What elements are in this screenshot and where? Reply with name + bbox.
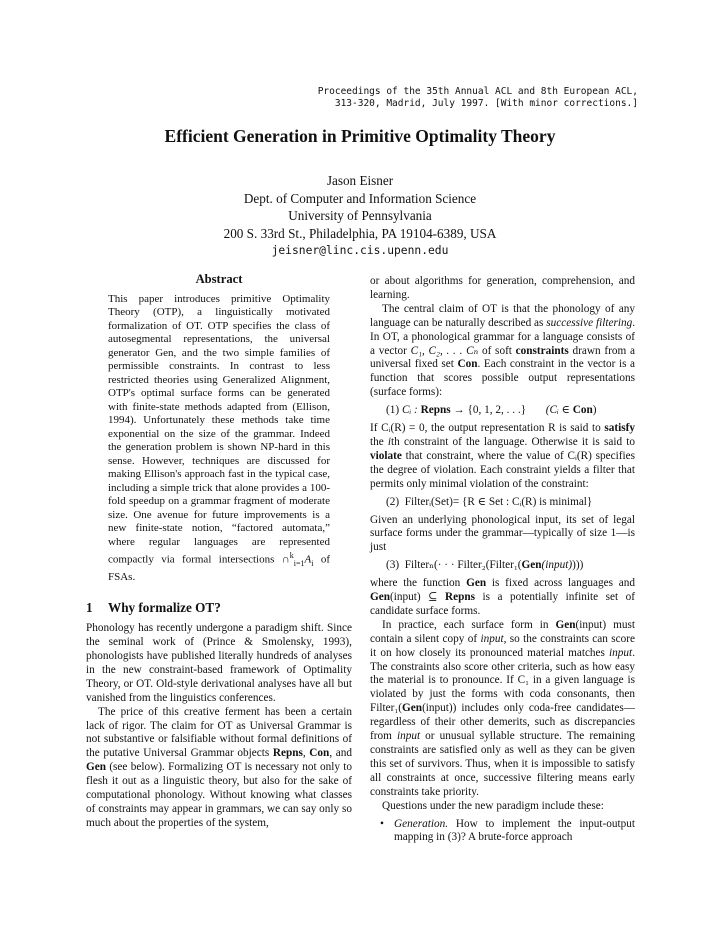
author-address: 200 S. 33rd St., Philadelphia, PA 19104-6389, USA [223,225,497,241]
rp1-a: The central claim of OT is that the phonology of any language can be naturally described as [370,302,635,329]
abstract-text-part1: This paper introduces primitive Optimality Theory (OTP), a linguistically motivated formalization of OT. OTP specifies the class of autosegmental representations, the universal generator Gen, and the two simple families of permissible constraints. In contrast to less restricted theories using Generalized Alignment, OTP's optimal surface forms can be generated with finite-state methods adapted from (Ellison, 1994). Unfortunately these methods take time exponential on the size of the grammar. Indeed the generation problem is shown NP-hard in this sense. However, techniques are discussed for making Ellison's approach fast in the typical case, including a simple trick that alone provides a 100-fold speedup on a grammar fragment of moderate size. One avenue for future improvements is a new finite-state notion, “factored automata,” where regular languages are represented compactly via formal intersections [108,292,330,567]
bullet-dot: • [380,817,384,830]
rp1-c: of soft [478,344,516,357]
rp4-repns: Repns [445,591,476,604]
right-paragraph-0: or about algorithms for generation, comprehension, and learning. [370,275,635,301]
eq1-repns: Repns [420,404,451,417]
rp1-e: . Each constraint in the vector is a function that scores possible output representations (surface forms): [370,358,635,399]
rp5-f: or unusual syllable structure. The remaining constraints are satisfied only as well as they can be given this set of survivors. Thus, when it is impossible to satisfy all constraints at once, successive filtering means early constraints take priority. [370,730,635,798]
author-block [0,172,720,260]
s1p2-b: (see below). Formalizing OT is necessary not only to flesh it out as a linguistic theory, but also for the sake of computational phonology. Without knowing what classes of constraints may appear in grammars, we can say only so much about the properties of the system, [86,761,352,829]
section-1-paragraph-1: Phonology has recently undergone a paradigm shift. Since the seminal work of (Prince & Smolensky, 1993), phonologists have published literally hundreds of analyses in the new constraint-based framework of Optimality Theory, or OT. Old-style derivational analyses have all but vanished from the linguistics conferences. [86,622,352,704]
eq1-number: (1) [386,404,400,417]
author-email: jeisner@linc.cis.upenn.edu [271,244,449,258]
rp1-bold: constraints [515,344,569,357]
eq3-input: (input) [541,559,573,572]
rp5-b: (input) must contain a silent copy of [370,618,635,645]
author-department: Dept. of Computer and Information Science [243,190,477,206]
s1p2-repns: Repns [272,747,303,760]
abstract-heading: Abstract [195,272,243,286]
rp4-c: (input) ⊆ [390,591,446,604]
s1p2-and: , and [329,747,352,760]
rp5-d: . The constraints also score other criteria, such as how easy the material is to pronounce. If C₁ in a given language is violated by just the forms with coda consonants, then Filter₁( [370,646,635,715]
proceedings-note [318,86,638,110]
eq1-close: ) [592,404,597,417]
left-column [86,273,352,831]
rp1-em: successive filtering [546,316,633,329]
rp2-c: th constraint of the language. Otherwise it is said to [391,435,635,448]
rp2-violate: violate [370,449,402,462]
rp2-b: the [370,435,388,448]
eq1-cond: (Cᵢ ∈ [545,404,573,417]
rp1-vec: C₁, C₂, . . . Cₙ [410,344,479,357]
equation-2 [370,496,635,510]
equation-3 [370,559,635,573]
eq2-body: Filterᵢ(Set)= {R ∈ Set : Cᵢ(R) is minimal} [404,495,593,508]
abstract-text [108,293,330,584]
rp5-a: In practice, each surface form in [382,618,556,631]
right-paragraph-5 [370,619,635,800]
rp5-input: input [480,632,504,645]
rp4-gen2: Gen [370,591,391,604]
eq3-gen: Gen [521,559,542,572]
right-paragraph-1 [370,303,635,400]
intersection-sub: i=1 [293,559,305,569]
rp5-e: (input)) includes only coda-free candidates—regardless of their other demerits, such as discrepancies from [370,702,635,743]
rp5-c: , so the constraints can score it on how closely its pronounced material matches [370,632,635,659]
rp1-con: Con [457,358,478,371]
s1p2-a: The price of this creative ferment has been a certain lack of rigor. The claim for OT as Universal Grammar is not substantive or falsifiable without formal definitions of the putative Universal Grammar objects [86,705,352,760]
eq1-lhs: Cᵢ : [401,404,421,417]
eq3-number: (3) [386,559,400,572]
proceedings-line-1: Proceedings of the 35th Annual ACL and 8th European ACL, [317,86,638,97]
right-paragraph-2 [370,422,635,492]
author-name: Jason Eisner [326,173,394,188]
right-column [370,275,635,845]
eq1-rhs: → {0, 1, 2, . . .} [450,404,527,417]
section-1-heading [86,601,352,615]
intersection-symbol: ∩ [281,554,290,567]
rp4-b: is fixed across languages and [486,577,636,590]
rp1-b: . In OT, a phonological grammar for a language consists of a vector [370,316,636,357]
rp2-d: that constraint, where the value of Cᵢ(R) specifies the degree of violation. Each constraint yields a filter that permits only minimal violation of the constraint: [370,449,635,490]
rp1-d: drawn from a universal fixed set [370,344,635,371]
rp4-gen: Gen [466,577,487,590]
rp5-input3: input [396,730,421,743]
right-paragraph-4 [370,577,635,619]
proceedings-line-2: 313-320, Madrid, July 1997. [With minor corrections.] [334,98,638,109]
rp5-input2: input [609,646,633,659]
author-university: University of Pennsylvania [288,208,432,224]
paper-title: Efficient Generation in Primitive Optimality Theory [164,126,556,146]
rp4-d: is a potentially infinite set of candidate surface forms. [370,591,635,617]
rp2-ith: i [387,435,392,448]
s1p2-comma: , [302,747,310,760]
section-1-paragraph-2 [86,706,352,831]
eq1-con: Con [572,404,593,417]
bullet-term: Generation. [394,817,449,830]
eq2-number: (2) [386,495,400,508]
rp4-a: where the function [370,577,467,590]
intersection-sup: k [289,551,294,561]
rp2-satisfy: satisfy [604,422,635,435]
bullet-generation [370,818,635,846]
s1p2-con: Con [309,747,330,760]
equation-1 [370,404,635,418]
rp5-gen: Gen [555,618,576,631]
eq3-b: ))) [572,559,584,572]
abstract-text-part2: of FSAs. [108,554,331,583]
right-paragraph-6: Questions under the new paradigm include these: [382,799,604,812]
eq3-a: Filterₙ(· · · Filter₂(Filter₁( [404,559,522,572]
var-a: A [304,554,312,567]
rp2-a: If Cᵢ(R) = 0, the output representation R is said to [370,422,605,435]
s1p2-gen: Gen [86,761,107,774]
right-paragraph-3: Given an underlying phonological input, its set of legal surface forms under the grammar—typically of size 1—is just [370,513,635,554]
section-1-number: 1 [86,600,93,616]
section-1-title: Why formalize OT? [108,600,221,616]
rp5-gen3: Gen [402,702,423,715]
var-a-sub: i [311,559,314,569]
bullet-text: How to implement the input-output mapping in (3)? A brute-force approach [394,817,635,844]
